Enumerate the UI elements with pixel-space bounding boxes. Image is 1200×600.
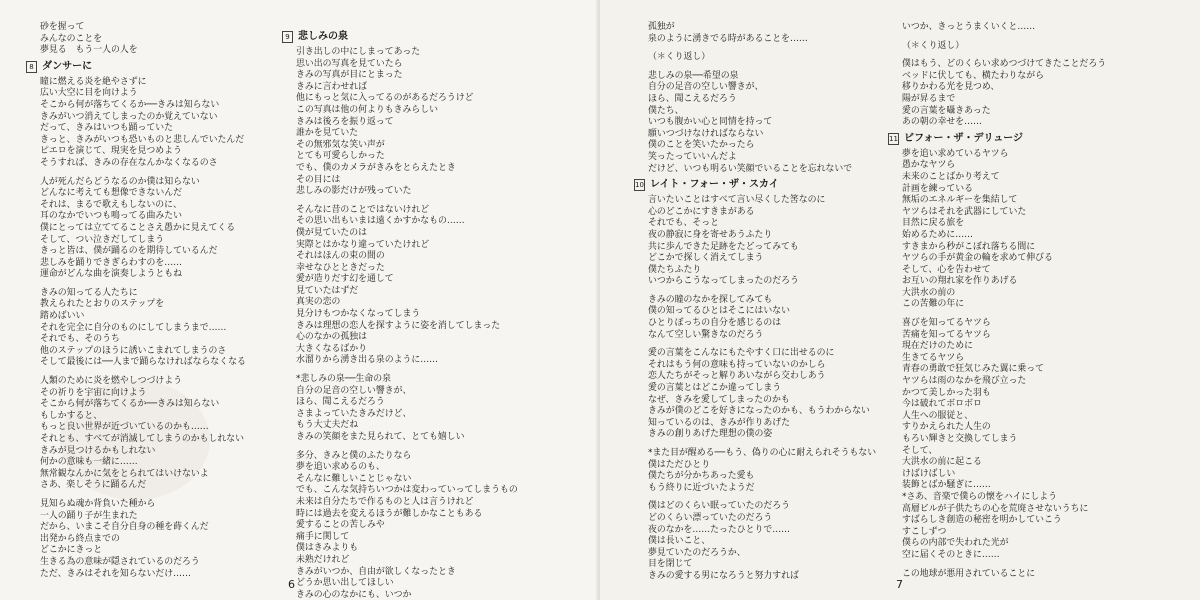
lyric-line: もう大丈夫だね xyxy=(296,420,359,431)
lyric-line: さあ、楽しそうに踊るんだ xyxy=(40,480,147,491)
lyric-line: どのくらい漂っていたのだろう xyxy=(648,512,773,523)
lyric-line: その祈りを宇宙に向けよう xyxy=(40,387,147,398)
track-number-box: 11 xyxy=(889,134,898,143)
page-number: 7 xyxy=(896,578,903,591)
lyric-line: きみの心のなかにも、いつか xyxy=(296,589,412,600)
lyric-line: 一人の踊り子が生まれた xyxy=(40,510,138,521)
lyric-line: きみに言わせれば xyxy=(296,81,367,92)
lyric-line: 青春の勇敢で狂気じみた翼に乗って xyxy=(902,364,1044,375)
lyric-line: もっと良い世界が近づいているのかも…… xyxy=(40,422,209,433)
track-number-box: 8 xyxy=(26,61,37,73)
lyrics-block xyxy=(648,195,876,582)
lyric-line: きみが僕のどこを好きになったのかも、もうわからない xyxy=(648,406,870,417)
lyric-line: もしかすると、 xyxy=(40,410,103,421)
lyric-line: ヤツらはそれを武器にしていた xyxy=(902,206,1027,217)
lyric-line: きみは後ろを振り返って xyxy=(296,116,394,127)
lyric-line xyxy=(296,444,518,451)
lyric-line: ヤツらの手が黄金の輪を求めて伸びる xyxy=(902,253,1053,264)
lyric-line: 計画を練っている xyxy=(902,183,973,194)
lyric-line xyxy=(902,34,1106,41)
lyric-line: 移りかわる光を見つめ、 xyxy=(902,82,1000,93)
lyric-line: この苦難の年に xyxy=(902,299,965,310)
column-3 xyxy=(635,22,877,583)
lyric-line: それは、まるで歌えもしないのに、 xyxy=(40,199,182,210)
lyric-line: だから、いまこそ自分自身の種を蒔くんだ xyxy=(40,522,209,533)
lyric-line: 実際とはかなり違っていたけれど xyxy=(296,239,430,250)
lyric-line: すきまから秒がこぼれ落ちる間に xyxy=(902,241,1036,252)
lyric-line: ただ、きみはそれを知らないだけ…… xyxy=(40,568,191,579)
lyric-line: 僕はただひとり xyxy=(648,459,711,470)
lyric-line xyxy=(648,441,876,448)
lyric-line: なぜ、きみを愛してしまったのかも xyxy=(648,394,790,405)
lyric-line: 自分の足音の空しい響きが、 xyxy=(296,385,412,396)
lyric-line: ほら、聞こえるだろう xyxy=(648,93,737,104)
lyric-line: さまよっていたきみだけど、 xyxy=(296,408,412,419)
lyric-line: きみの笑顔をまた見られて、とても嬉しい xyxy=(296,432,465,442)
lyrics-block xyxy=(40,77,246,580)
lyric-line: 共に歩んできた足跡をたどってみても xyxy=(648,241,799,252)
lyric-line xyxy=(902,562,1106,569)
song-title-text: ダンサーに xyxy=(42,60,93,72)
lyric-line: 目然に戻る旅を xyxy=(902,218,965,229)
song-continuation xyxy=(648,22,876,175)
song-title-10 xyxy=(634,178,876,192)
lyric-line: 願いつづけなければならない xyxy=(648,128,764,139)
song-title-text: 悲しみの泉 xyxy=(298,31,348,43)
lyric-line: 思い出の写真を見ていたら xyxy=(296,58,403,69)
lyric-line: （＊くり返し） xyxy=(902,40,965,51)
lyric-line xyxy=(648,64,876,71)
lyric-line: 僕のことを笑いたかったら xyxy=(648,140,755,151)
lyric-line: 夜のなかを……たったひとりで…… xyxy=(648,524,790,535)
lyric-line: それでも、そっと xyxy=(648,218,719,229)
song-continuation xyxy=(40,22,246,57)
lyric-line: きみは理想の恋人を探すように姿を消してしまった xyxy=(296,320,501,331)
lyric-line: 生きてるヤツら xyxy=(902,352,965,363)
lyric-line: 引き出しの中にしまってあった xyxy=(296,47,421,57)
lyric-line: この地球が悪用されていることに xyxy=(902,568,1036,579)
lyric-line: 多分、きみと僕のふたりなら xyxy=(296,450,412,461)
lyric-line: なんて空しい驚きなのだろう xyxy=(648,329,764,340)
lyric-line: 未熟だけれど xyxy=(296,554,350,565)
lyric-line: けばけばしい xyxy=(902,468,956,479)
lyric-line: 悲しみの影だけが残っていた xyxy=(296,186,412,197)
lyric-line: それはほんの束の間の xyxy=(296,251,385,262)
lyric-line xyxy=(296,367,518,374)
lyric-line: 愚かなヤツら xyxy=(902,160,956,171)
lyric-line: 装飾とばか騒ぎに…… xyxy=(902,480,991,491)
lyric-line: 耳のなかでいつも鳴ってる曲みたい xyxy=(40,211,182,222)
song-title-text: レイト・フォー・ザ・スカイ xyxy=(650,179,779,191)
right-page xyxy=(600,0,1200,600)
lyric-line: きみの知ってる人たちに xyxy=(40,287,138,298)
lyric-line: そして最後には──人まで踊らなければならなくなる xyxy=(40,357,246,368)
lyric-line: だけど、いつも明るい笑顔でいることを忘れないで xyxy=(648,163,853,174)
lyric-line: 見ていたはずだ xyxy=(296,285,359,296)
lyric-line: 水溜りから湧き出る泉のように…… xyxy=(296,355,438,366)
lyric-line: *また目が醒める──もう、偽りの心に耐えられそうもない xyxy=(648,448,877,458)
lyric-line: 夢を追い求めているヤツら xyxy=(902,148,1009,159)
lyric-line: *さあ、音楽で僕らの懐をハイにしよう xyxy=(902,491,1057,502)
column-1 xyxy=(29,22,246,580)
lyric-line: 痛手に関して xyxy=(296,531,350,542)
lyric-line: 知っているのは、きみが作りあげた xyxy=(648,417,790,428)
lyric-line: お互いの翔れ家を作りあげる xyxy=(902,276,1018,287)
lyric-line: （＊くり返し） xyxy=(648,52,711,63)
lyric-line: 誰かを見ていた xyxy=(296,128,359,139)
lyric-line: どんなに考えても想像できないんだ xyxy=(40,188,182,199)
lyric-line: 僕たちふたり xyxy=(648,264,702,275)
lyric-line: 運命がどんな曲を演奏しようともね xyxy=(40,269,182,280)
lyric-line: 心のどこかにすきまがある xyxy=(648,206,755,217)
lyric-line: でも、僕のカメラがきみをとらえたとき xyxy=(296,162,456,173)
lyrics-block xyxy=(296,47,518,600)
lyric-line: 愛することの苦しみや xyxy=(296,520,385,531)
column-4 xyxy=(889,22,1107,580)
lyric-line: でも、こんな気持ちいつかは変わっていってしまうもの xyxy=(296,485,518,496)
page-number: 6 xyxy=(288,578,295,591)
lyric-line: それはもう何の意味も持っていないのかしら xyxy=(648,359,826,370)
lyric-line: 愛の言葉を囁きあった xyxy=(902,105,991,116)
lyric-line: 恋人たちがそっと解りあいながら交わしあう xyxy=(648,371,826,382)
lyric-line: 苦痛を知ってるヤツら xyxy=(902,329,991,340)
lyric-line: それとも、すべてが消滅してしまうのかもしれない xyxy=(40,434,244,444)
lyric-line: 空に届くそのときに…… xyxy=(902,549,1000,560)
lyric-line: 踏めばいい xyxy=(40,311,85,322)
lyric-line: 今は破れてボロボロ xyxy=(902,399,982,410)
lyric-line: とても可愛らしかった xyxy=(296,151,385,162)
lyric-line: 人が死んだらどうなるのか僕は知らない xyxy=(40,176,200,187)
lyric-line: 夢を追い求めるのも、 xyxy=(296,462,385,473)
lyric-line: その思い出もいまは遠くかすかなもの…… xyxy=(296,216,465,227)
lyric-line: 人生への服従と、 xyxy=(902,410,973,421)
lyric-line: ベッドに伏しても、横たわりながら xyxy=(902,70,1044,81)
lyric-line: きみが見つけるかもしれない xyxy=(40,445,156,456)
lyric-line: 無常観なんかに気をとられてはいけないよ xyxy=(40,468,209,479)
lyric-line: 見知らぬ魂か背負いた種から xyxy=(40,498,156,509)
lyric-line: それを完全に自分のものにしてしまうまで…… xyxy=(40,322,227,333)
lyric-line: 未来のことばかり考えて xyxy=(902,171,1000,182)
lyric-line: すこしずつ xyxy=(902,526,947,537)
lyric-line: ヤツらは雨のなかを飛び立った xyxy=(902,376,1027,387)
lyric-line: それでも、そのうち xyxy=(40,334,120,345)
lyric-line: 未来は自分たちで作るものと人は言うけれど xyxy=(296,496,474,507)
lyric-line: きみの写真が目にとまった xyxy=(296,70,403,81)
lyric-line: どうか思い出してほしい xyxy=(296,578,394,589)
lyric-line: 僕は長いこと、 xyxy=(648,536,711,547)
lyric-line: きみがいつ消えてしまったのか覚えていない xyxy=(40,111,218,122)
lyric-line: その無邪気な笑い声が xyxy=(296,139,385,150)
lyric-line: 孤独が xyxy=(648,22,675,32)
lyric-line: 自分の足音の空しい響きが、 xyxy=(648,82,764,93)
lyric-line xyxy=(40,281,246,288)
track-number-box: 9 xyxy=(282,31,293,43)
lyric-line: 幸せなひとときだった xyxy=(296,262,385,273)
lyric-line: 大きくなるばかり xyxy=(296,343,367,354)
lyric-line: すばらしき創造の秘密を明かしていこう xyxy=(902,515,1062,526)
lyric-line: 時には過去を変えるほうが難しかなこともある xyxy=(296,508,483,519)
song-title-9 xyxy=(282,30,518,44)
lyric-line xyxy=(648,288,876,295)
lyric-line: 出発から終点までの xyxy=(40,533,120,544)
lyric-line: 大洪水の前に起こる xyxy=(902,457,982,468)
lyric-line: 大洪水の前の xyxy=(902,287,956,298)
column-2 xyxy=(285,22,518,600)
lyric-line: もろい輝きと交換してしまう xyxy=(902,434,1018,444)
lyric-line: 僕たち、 xyxy=(648,105,684,116)
lyric-line: 僕はどのくらい眠っていたのだろう xyxy=(648,501,790,512)
lyric-line: 夢見ていたのだろうか、 xyxy=(648,547,746,558)
lyric-line: 夢見る もう一人の人を xyxy=(40,45,138,56)
lyric-line: 心のなかの孤独は xyxy=(296,332,367,343)
lyric-line xyxy=(40,492,246,499)
lyric-line: 陽が昇るまで xyxy=(902,93,956,104)
lyric-line: そんなに難しいことじゃない xyxy=(296,473,412,484)
lyric-line: 夜の静寂に身を寄せあうふたり xyxy=(648,229,773,240)
lyric-line: きみの創りあげた理想の僕の姿 xyxy=(648,429,773,440)
lyric-line: いつか、きっとうまくいくと…… xyxy=(902,22,1036,32)
lyrics-block xyxy=(902,149,1106,580)
lyric-line: 愛の言葉とはどこか違ってしまう xyxy=(648,383,782,394)
lyric-line: 始めるために…… xyxy=(902,229,973,240)
lyric-line: 僕はもう、どのくらい求めつづけてきたことだろう xyxy=(902,59,1107,70)
lyric-line: きっと皆は、僕が踊るのを期待しているんだ xyxy=(40,246,218,257)
lyric-line: みんなのことを xyxy=(40,33,103,44)
song-title-11 xyxy=(888,132,1106,146)
lyric-line: ほら、聞こえるだろう xyxy=(296,397,385,408)
lyric-line: 笑ったっていいんだよ xyxy=(648,151,737,162)
lyric-line: かつて美しかった羽も xyxy=(902,387,991,398)
lyric-line: あの朝の幸せを…… xyxy=(902,117,982,128)
lyric-line: だって、きみはいつも踊っていた xyxy=(40,123,173,134)
lyric-line: そして、 xyxy=(902,445,938,456)
lyric-line: 何かの意味も一緒に…… xyxy=(40,457,138,468)
lyric-line: 教えられたとおりのステップを xyxy=(40,299,165,310)
lyric-line: 人類のために炎を燃やしつづけよう xyxy=(40,376,182,387)
lyric-line: 僕はきみよりも xyxy=(296,543,359,554)
lyric-line: 真実の恋の xyxy=(296,297,341,308)
lyric-line: その目には xyxy=(296,174,341,185)
lyric-line: そこから何が落ちてくるか──きみは知らない xyxy=(40,399,220,410)
lyric-line: 言いたいことはすべて言い尽くした筈なのに xyxy=(648,195,826,206)
song-title-text: ビフォー・ザ・デリュージ xyxy=(904,132,1023,144)
lyric-line: すりかえられた人生の xyxy=(902,422,991,433)
lyric-line: *悲しみの泉──生命の泉 xyxy=(296,374,391,385)
song-title-8 xyxy=(26,60,246,74)
lyric-line: 僕が見ていたのは xyxy=(296,227,367,238)
lyric-line: 瞳に燃える炎を絶やさずに xyxy=(40,76,147,87)
lyric-line: 広い大空に目を向けよう xyxy=(40,88,138,99)
lyric-line: 愛の言葉をこんなにもたやすく口に出せるのに xyxy=(648,348,835,359)
lyric-line xyxy=(902,311,1106,318)
lyric-line: もう終りに近づいたようだ xyxy=(648,482,755,493)
lyric-line: 泉のように湧きでる時があることを…… xyxy=(648,33,808,44)
lyric-line: 僕の知ってるひとはそこにはいない xyxy=(648,306,790,317)
lyric-line: そんなに昔のことではないけれど xyxy=(296,204,430,215)
lyric-line: 喜びを知ってるヤツら xyxy=(902,318,991,329)
lyric-line: 高層ビルが子供たちの心を荒廃させないうちに xyxy=(902,503,1089,514)
lyric-line: 悲しみの泉──希望の泉 xyxy=(648,70,739,81)
lyric-line: 目を閉じて xyxy=(648,559,693,570)
lyric-line: そこから何が落ちてくるか──きみは知らない xyxy=(40,99,220,110)
lyric-line: いつからこうなってしまったのだろう xyxy=(648,276,799,287)
song-continuation xyxy=(902,22,1106,129)
lyric-line: きみがいつか、自由が欲しくなったとき xyxy=(296,566,456,577)
lyric-line: どこかにきっと xyxy=(40,545,103,556)
lyric-line: 見分けもつかなくなってしまう xyxy=(296,309,421,320)
lyric-line: 無垢のエネルギーを集結して xyxy=(902,195,1018,206)
lyric-line: ひとりぼっちの自分を感じるのは xyxy=(648,318,782,329)
lyric-line: そして、心を告わせて xyxy=(902,264,991,275)
lyric-line: いつも腹かい心と同情を持って xyxy=(648,117,773,128)
lyric-line: どこかで探しく消えてしまう xyxy=(648,253,764,264)
lyric-line: きみの愛する男になろうと努力すれば xyxy=(648,570,799,581)
lyric-line xyxy=(40,369,246,376)
lyric-line: 僕にとっては立ててることさえ愚かに見えてくる xyxy=(40,222,236,233)
lyric-line: そして、つい泣きだしてしまう xyxy=(40,234,165,245)
track-number-box: 10 xyxy=(635,181,644,190)
lyric-line: そうすれば、きみの存在なんかなくなるのさ xyxy=(40,157,218,168)
lyric-line: 悲しみを踊りできぎらわすのを…… xyxy=(40,257,182,268)
lyric-line: 僕らの内部で失われた光が xyxy=(902,538,1009,549)
lyric-line: 僕たちが分かちあった愛も xyxy=(648,471,755,482)
lyric-line xyxy=(40,170,246,177)
lyric-line: 現在だけのために xyxy=(902,341,973,352)
lyric-line: 愛が造りだす幻を通して xyxy=(296,274,394,285)
lyric-line: この写真は他の何よりもきみらしい xyxy=(296,104,438,115)
lyric-line xyxy=(296,198,518,205)
lyric-line: きみの瞳のなかを探してみても xyxy=(648,294,773,305)
lyric-line: 砂を握って xyxy=(40,22,85,32)
lyric-line: 他にもっと気に入ってるのがあるだろうけど xyxy=(296,93,474,104)
lyric-line: 生きる為の意味が隠されているのだろう xyxy=(40,556,200,567)
lyric-line: 他のステップのほうに誘いこまれてしまうのさ xyxy=(40,345,227,356)
lyric-line: ピエロを演じて、現実を見つめよう xyxy=(40,146,182,157)
lyric-line: きっと、きみがいつも恐いものと悲しんでいたんだ xyxy=(40,134,245,145)
